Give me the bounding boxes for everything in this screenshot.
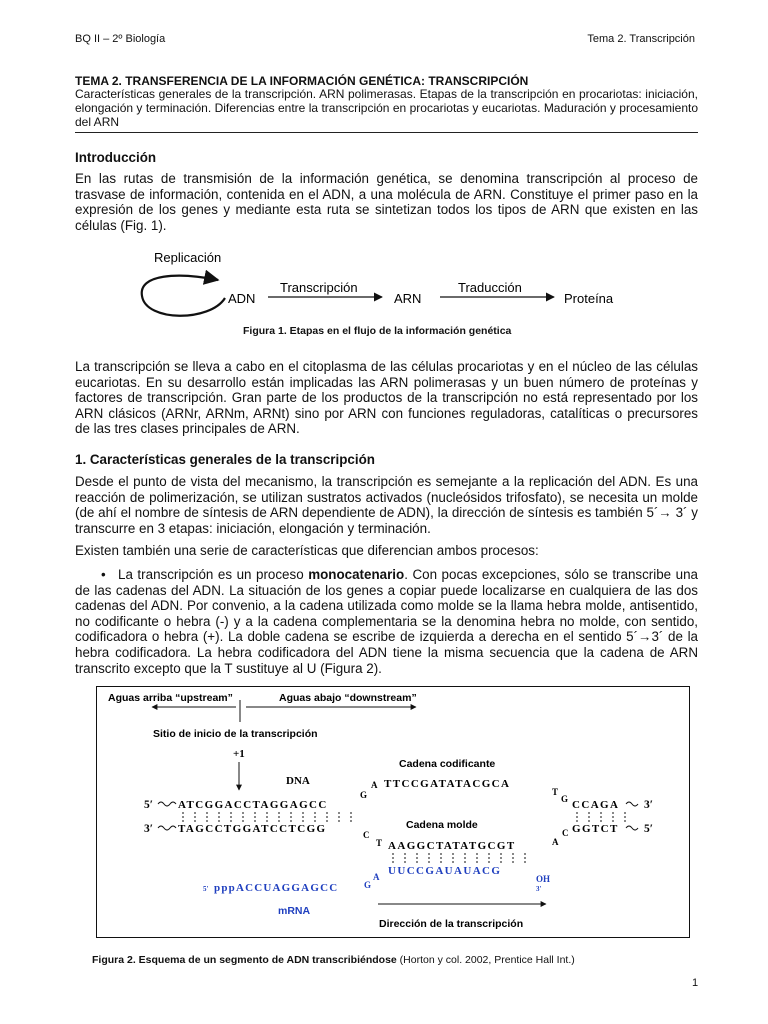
- fig2-bottom-junction-t: T: [376, 838, 383, 848]
- fig2-bubble-bottom: AAGGCTATATGCGT: [388, 840, 516, 852]
- fig2-direction-label: Dirección de la transcripción: [379, 918, 524, 930]
- fig2-oh-label: OH: [536, 874, 551, 884]
- intro-paragraph-2: La transcripción se lleva a cabo en el citoplasma de las células procariotas y en el núcleo de las células eucariotas. En su desarrollo están implicadas las ARN polimerasas y un buen número de proteínas y factores de transcripción. Gran parte de los productos de la transcripción no está representado por los ARN clásicos (ARNr, ARNm, ARNt) sino por ARN con funciones reguladoras, catalíticas o precursores de las tres clases principales de ARN.: [75, 359, 698, 437]
- header-left: BQ II – 2º Biología: [75, 33, 166, 45]
- fig2-dna-label: DNA: [286, 775, 310, 787]
- fig2-rna-left: pppACCUAGGAGCC: [214, 882, 339, 894]
- section-1-paragraph-2: Existen también una serie de características que diferencian ambos procesos:: [75, 543, 539, 558]
- fig2-top-junction-g: G: [360, 790, 368, 800]
- fig2-plus1-label: +1: [233, 748, 245, 760]
- figure-2-transcription-diagram: [96, 686, 690, 938]
- bullet-text-bold: monocatenario: [308, 567, 405, 582]
- section-1-bullet: [75, 567, 698, 676]
- fig1-replication-loop-arrow: [142, 276, 225, 316]
- fig1-replicacion-label: Replicación: [154, 250, 222, 265]
- doc-subtitle: Características generales de la transcripción. ARN polimerasas. Etapas de la transcripción en procariotas: iniciación, elongación y terminación. Diferencias entre la transcripción en procariotas y eucariotas. Maduración y procesamiento del ARN: [75, 87, 698, 129]
- figure-1-flow-diagram: [130, 246, 630, 326]
- fig2-rna-junction-g: G: [364, 880, 372, 890]
- fig1-proteina-label: Proteína: [564, 291, 614, 306]
- fig1-adn-label: ADN: [228, 291, 256, 306]
- fig2-top-junction-g2: G: [561, 794, 569, 804]
- doc-title: TEMA 2. TRANSFERENCIA DE LA INFORMACIÓN GENÉTICA: TRANSCRIPCIÓN: [75, 74, 529, 88]
- fig2-3prime-top: 3′: [644, 799, 653, 811]
- fig2-upstream-label: Aguas arriba “upstream”: [108, 692, 233, 704]
- section-1-paragraph-1: Desde el punto de vista del mecanismo, la transcripción es semejante a la replicación del ADN. Es una reacción de polimerización, se utilizan sustratos activados (nucleósidos trifosfato), se necesita un molde (de ahí el nombre de síntesis de ARN dependiente de ADN), la dirección de síntesis es también 5´→ 3´ y transcurre en 3 etapas: iniciación, elongación y terminación.: [75, 474, 698, 536]
- fig2-5prime-bottom: 5′: [644, 823, 653, 835]
- fig1-arn-label: ARN: [394, 291, 422, 306]
- fig2-template-strand-label: Cadena molde: [406, 819, 478, 831]
- fig2-rna-5prime: 5′: [203, 885, 209, 893]
- fig2-3prime-bottom: 3′: [144, 823, 153, 835]
- intro-paragraph-1: En las rutas de transmisión de la información genética, se denomina transcripción al proceso de trasvase de información, contenida en el ADN, a una molécula de ARN. Constituye el primer paso en la expresión de los genes y mediante esta ruta se sintetizan todos los tipos de ARN que existen en las células (Fig. 1).: [75, 171, 698, 233]
- bullet-text-post: . Con pocas excepciones, sólo se transcribe una de las cadenas del ADN. La situación de los genes a copiar puede localizarse en cualquiera de las dos cadenas del ADN. Por convenio, a la cadena utilizada como molde se la llama hebra molde, antisentido, no codificante o hebra (-) y a la cadena complementaria se la denomina hebra no molde, con sentido, codificadora o hebra (+). La doble cadena se escribe de izquierda a derecha en el sentido 5´→3´ de la hebra codificadora. La hebra codificadora del ADN tiene la misma secuencia que la cadena de ARN transcrito excepto que la T sustituye al U (Figura 2).: [75, 567, 699, 676]
- fig2-bottom-strand-right: GGTCT: [572, 823, 619, 835]
- figure-2-caption-bold: Figura 2. Esquema de un segmento de ADN transcribiéndose: [92, 954, 397, 966]
- fig2-coding-strand-label: Cadena codificante: [399, 758, 496, 770]
- fig2-top-strand-left: ATCGGACCTAGGAGCC: [178, 799, 328, 811]
- figure-1-caption: Figura 1. Etapas en el flujo de la información genética: [243, 325, 512, 337]
- bullet-text-pre: La transcripción es un proceso: [118, 567, 309, 582]
- fig2-bottom-junction-c2: C: [562, 828, 569, 838]
- fig2-5prime-top: 5′: [144, 799, 153, 811]
- fig2-top-junction-t: T: [552, 787, 559, 797]
- fig2-mrna-label: mRNA: [278, 905, 311, 917]
- fig2-start-site-label: Sitio de inicio de la transcripción: [153, 728, 318, 740]
- fig2-downstream-label: Aguas abajo “downstream”: [279, 692, 417, 704]
- fig2-bottom-junction-c: C: [363, 830, 370, 840]
- intro-heading: Introducción: [75, 150, 157, 165]
- fig1-transcripcion-label: Transcripción: [280, 280, 358, 295]
- bullet-dot: •: [101, 567, 106, 582]
- fig2-rna-junction-a: A: [373, 872, 380, 882]
- fig2-rna-hybrid: UUCCGAUAUACG: [388, 865, 502, 877]
- fig2-rna-3prime: 3′: [536, 885, 542, 893]
- section-1-heading: 1. Características generales de la transcripción: [75, 452, 375, 467]
- fig1-traduccion-label: Traducción: [458, 280, 522, 295]
- figure-2-caption: [92, 954, 575, 966]
- page-number: 1: [692, 977, 699, 989]
- figure-2-caption-source: (Horton y col. 2002, Prentice Hall Int.): [396, 954, 575, 966]
- fig2-bubble-top: TTCCGATATACGCA: [384, 778, 511, 790]
- header-right: Tema 2. Transcripción: [587, 33, 695, 45]
- title-rule: [75, 132, 698, 133]
- fig2-top-strand-right: CCAGA: [572, 799, 620, 811]
- fig2-bottom-strand-left: TAGCCTGGATCCTCGG: [178, 823, 327, 835]
- fig2-top-junction-a: A: [371, 780, 378, 790]
- fig2-bottom-junction-a: A: [552, 837, 559, 847]
